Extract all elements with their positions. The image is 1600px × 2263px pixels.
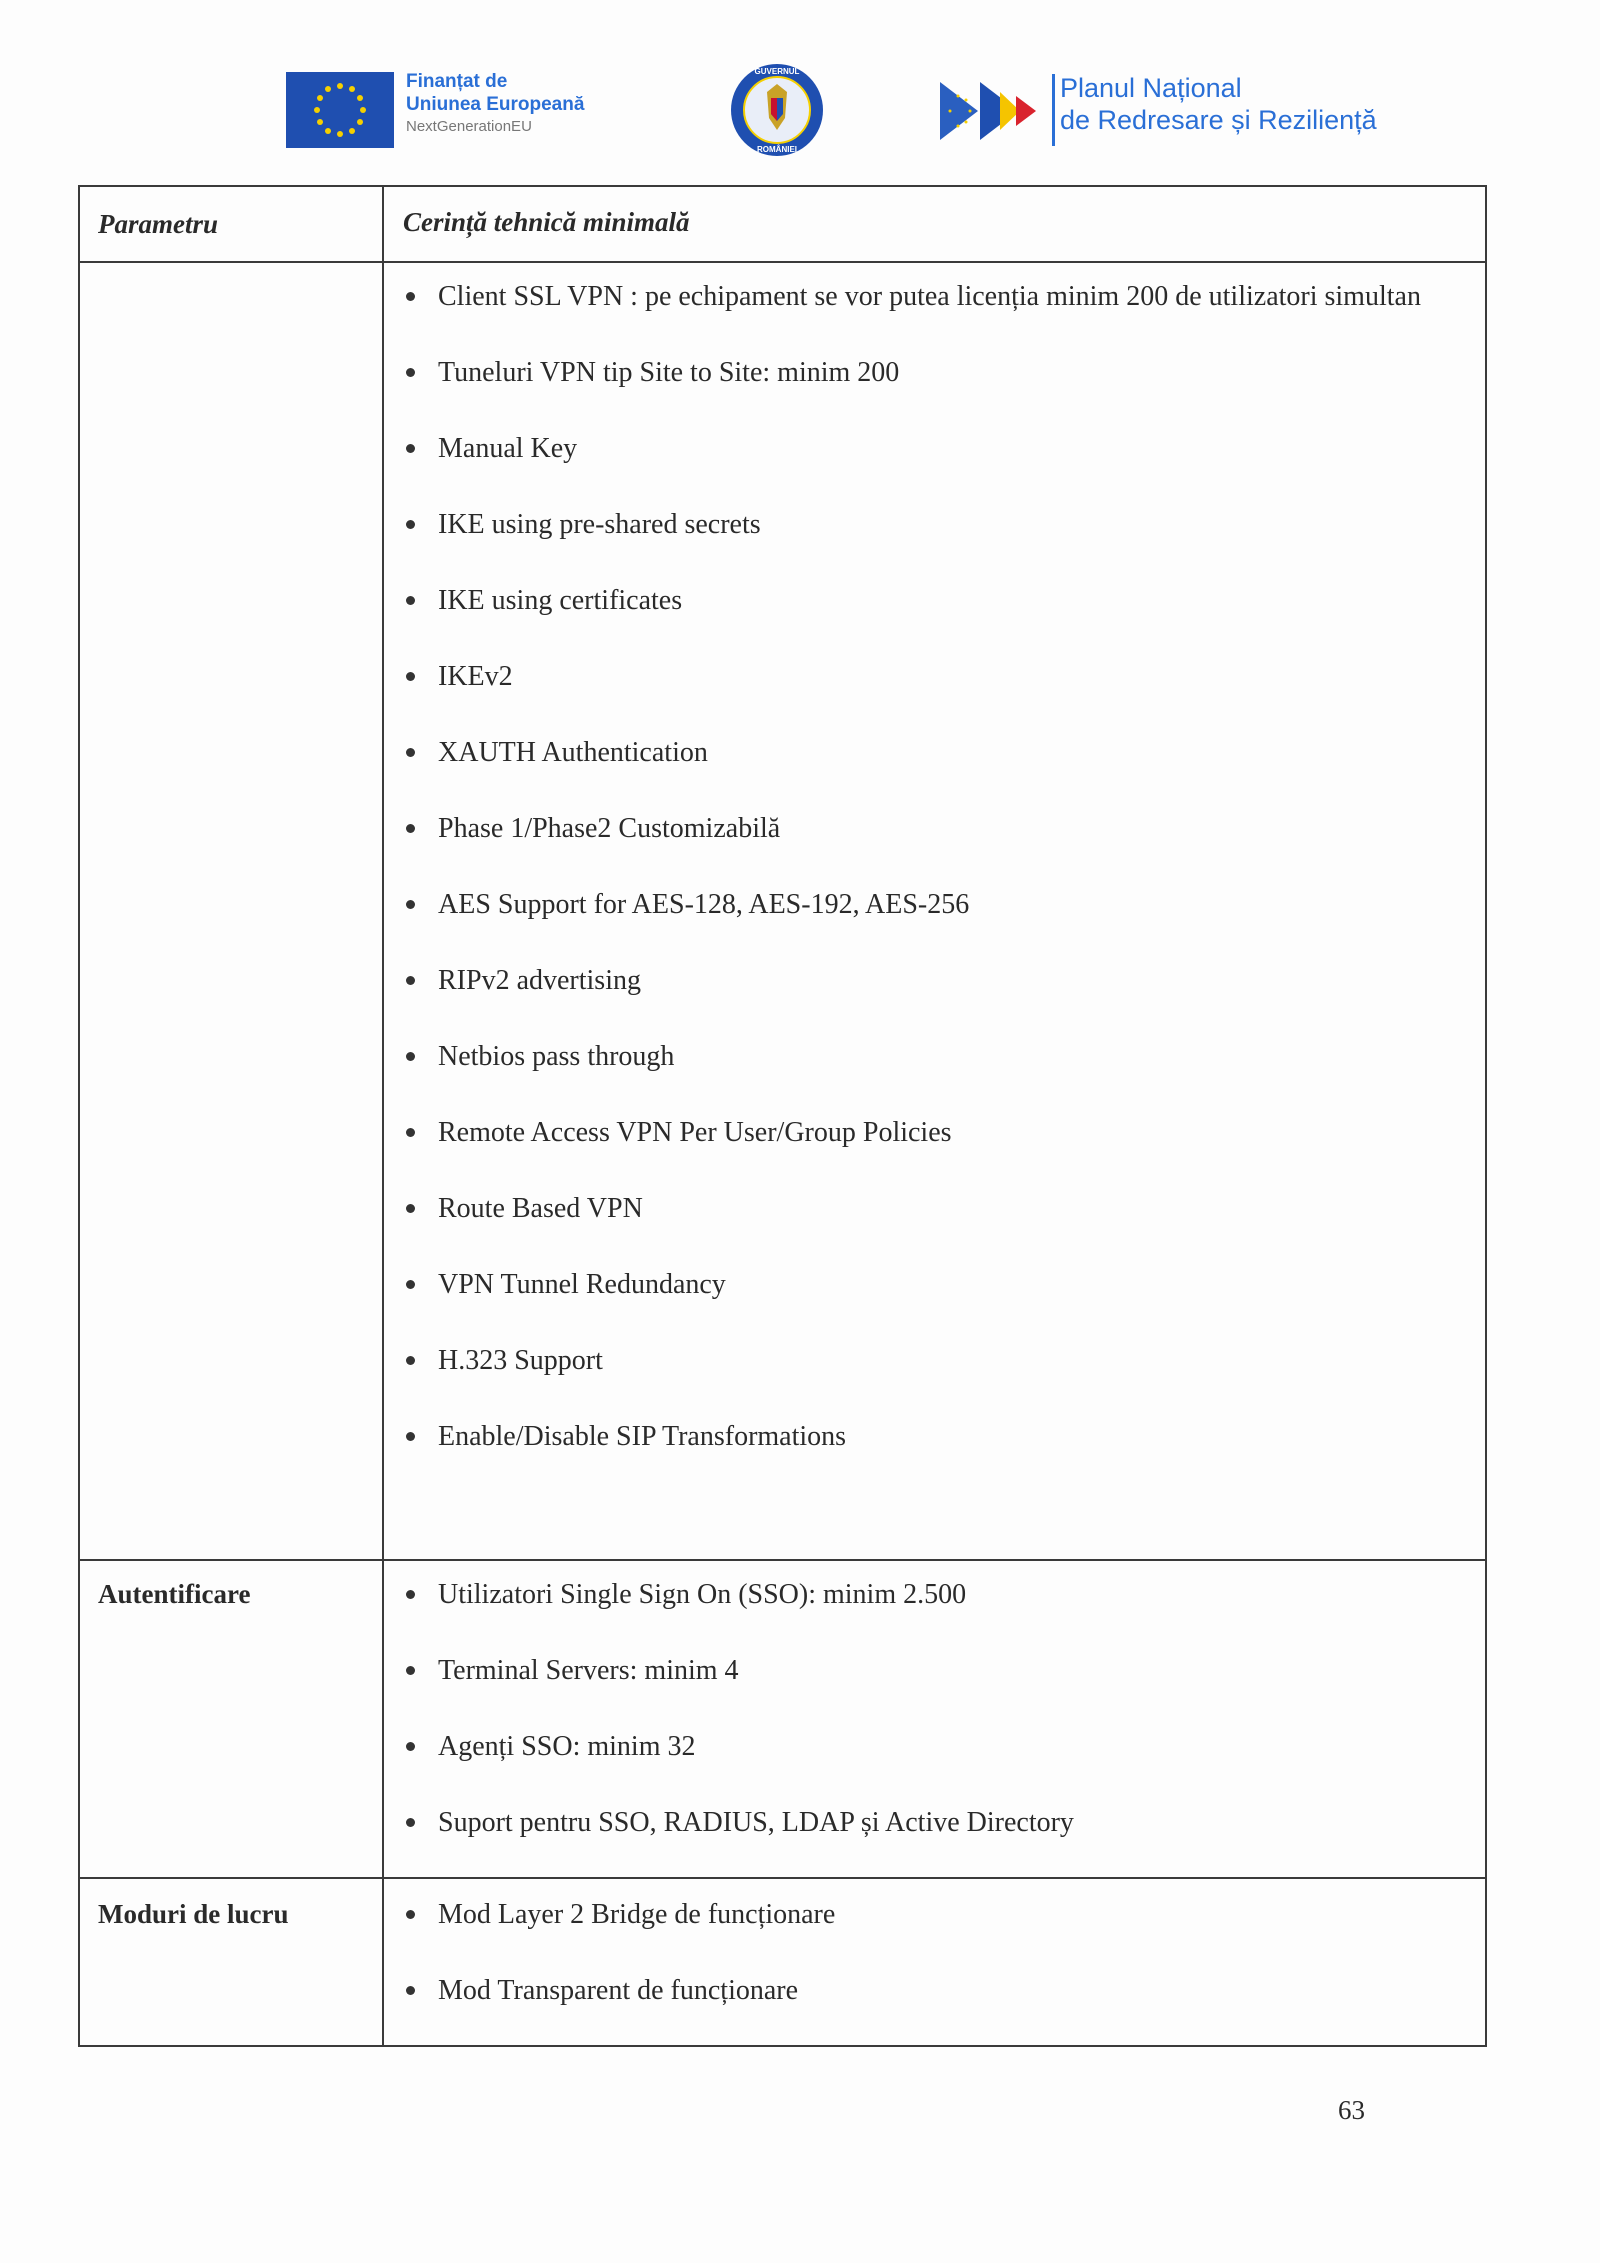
list-item: Client SSL VPN : pe echipament se vor putea licenția minim 200 de utilizatori simultan bbox=[396, 259, 1475, 335]
param-column-header: Parametru bbox=[98, 209, 219, 239]
list-item: Mod Transparent de funcționare bbox=[396, 1953, 1475, 2029]
list-item: IKE using certificates bbox=[396, 563, 1475, 639]
list-item: Enable/Disable SIP Transformations bbox=[396, 1399, 1475, 1475]
document-header bbox=[0, 60, 1600, 170]
list-item: AES Support for AES-128, AES-192, AES-256 bbox=[396, 867, 1475, 943]
list-item: H.323 Support bbox=[396, 1323, 1475, 1399]
technical-spec-table bbox=[78, 185, 1487, 2047]
pnrr-line-2: de Redresare și Reziliență bbox=[1060, 105, 1377, 135]
romanian-government-seal-icon bbox=[729, 62, 825, 158]
svg-text:GUVERNUL: GUVERNUL bbox=[754, 67, 800, 76]
list-item: Suport pentru SSO, RADIUS, LDAP și Active Directory bbox=[396, 1785, 1475, 1861]
table-row bbox=[80, 263, 1485, 1561]
column-divider bbox=[382, 1561, 384, 1877]
list-item: RIPv2 advertising bbox=[396, 943, 1475, 1019]
list-item: Agenți SSO: minim 32 bbox=[396, 1709, 1475, 1785]
column-divider bbox=[382, 263, 384, 1559]
table-header-row bbox=[80, 187, 1485, 263]
column-divider bbox=[382, 187, 384, 261]
table-row bbox=[80, 1561, 1485, 1879]
list-item: XAUTH Authentication bbox=[396, 715, 1475, 791]
column-divider bbox=[382, 1879, 384, 2045]
row-param-moduri-de-lucru: Moduri de lucru bbox=[98, 1899, 289, 1929]
list-item: IKE using pre-shared secrets bbox=[396, 487, 1475, 563]
eu-line-2: Uniunea Europeană bbox=[406, 94, 585, 115]
eu-line-1: Finanțat de bbox=[406, 71, 508, 92]
eu-flag-icon bbox=[286, 72, 394, 148]
pnrr-line-1: Planul Național bbox=[1060, 73, 1242, 103]
list-item: Terminal Servers: minim 4 bbox=[396, 1633, 1475, 1709]
list-item: Remote Access VPN Per User/Group Policies bbox=[396, 1095, 1475, 1171]
list-item: Tuneluri VPN tip Site to Site: minim 200 bbox=[396, 335, 1475, 411]
pnrr-text bbox=[1060, 72, 1377, 136]
requirement-column-header: Cerință tehnică minimală bbox=[403, 207, 690, 237]
list-item: IKEv2 bbox=[396, 639, 1475, 715]
row-param-autentificare: Autentificare bbox=[98, 1579, 251, 1609]
svg-text:ROMÂNIEI: ROMÂNIEI bbox=[757, 145, 797, 154]
requirement-list bbox=[396, 259, 1475, 1475]
list-item: Netbios pass through bbox=[396, 1019, 1475, 1095]
eu-funding-text bbox=[406, 70, 584, 138]
table-row bbox=[80, 1879, 1485, 2045]
list-item: Utilizatori Single Sign On (SSO): minim 2.500 bbox=[396, 1557, 1475, 1633]
pnrr-divider bbox=[1052, 74, 1055, 146]
requirement-list bbox=[396, 1877, 1475, 2029]
list-item: VPN Tunnel Redundancy bbox=[396, 1247, 1475, 1323]
page-number: 63 bbox=[1338, 2095, 1365, 2125]
list-item: Route Based VPN bbox=[396, 1171, 1475, 1247]
pnrr-arrows-icon bbox=[940, 78, 1050, 144]
list-item: Manual Key bbox=[396, 411, 1475, 487]
eu-line-3: NextGenerationEU bbox=[406, 118, 532, 135]
requirement-list bbox=[396, 1557, 1475, 1861]
list-item: Phase 1/Phase2 Customizabilă bbox=[396, 791, 1475, 867]
list-item: Mod Layer 2 Bridge de funcționare bbox=[396, 1877, 1475, 1953]
